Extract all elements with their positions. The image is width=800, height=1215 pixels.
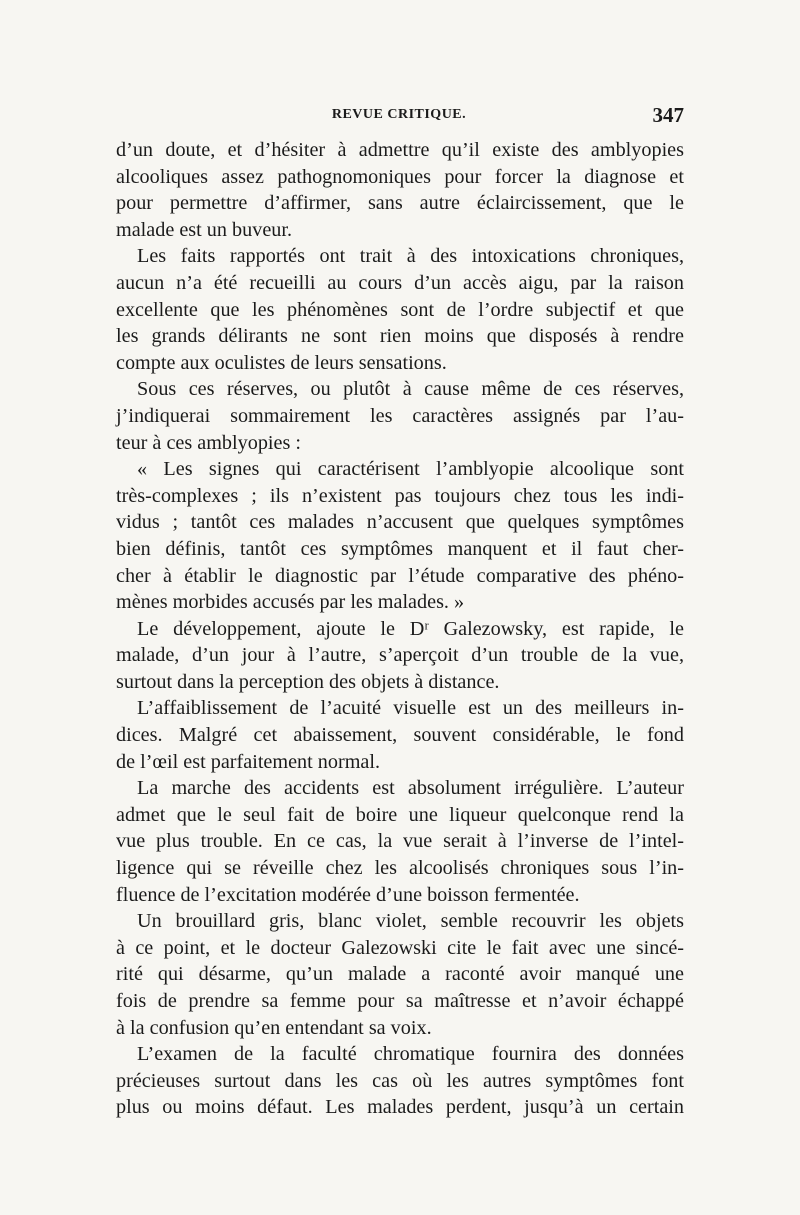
text-line: dices. Malgré cet abaissement, souvent considérable, le fond [116,724,684,747]
text-line: d’un doute, et d’hésiter à admettre qu’il existe des amblyopies [116,139,684,161]
text-line: alcooliques assez pathognomoniques pour forcer la diagnose et [116,165,684,188]
text-line: ligence qui se réveille chez les alcoolisés chroniques sous l’in- [116,857,684,880]
text-line: à ce point, et le docteur Galezowski cite le fait avec une sincé- [116,936,684,959]
text-line: compte aux oculistes de leurs sensations. [116,351,447,374]
text-line: aucun n’a été recueilli au cours d’un accès aigu, par la raison [116,271,684,294]
text-line: malade, d’un jour à l’autre, s’aperçoit d’un trouble de la vue, [116,644,684,667]
text-line: plus ou moins défaut. Les malades perdent, jusqu’à un certain [116,1096,684,1119]
text-line: La marche des accidents est absolument irrégulière. L’auteur [137,777,684,800]
page-number: 347 [652,103,684,127]
text-line: L’examen de la faculté chromatique fournira des données [137,1043,684,1066]
text-line: Le développement, ajoute le Dʳ Galezowsky, est rapide, le [137,617,684,640]
text-line: « Les signes qui caractérisent l’amblyopie alcoolique sont [137,458,684,481]
text-line: de l’œil est parfaitement normal. [116,750,381,773]
text-line: Sous ces réserves, ou plutôt à cause même de ces réserves, [137,378,684,401]
text-line: j’indiquerai sommairement les caractères assignés par l’au- [116,404,684,427]
text-line: précieuses surtout dans les cas où les autres symptômes font [116,1069,684,1092]
text-line: bien définis, tantôt ces symptômes manquent et il faut cher- [116,537,684,560]
text-line: fois de prendre sa femme pour sa maîtresse et n’avoir échappé [116,990,684,1012]
text-line: excellente que les phénomènes sont de l’ordre subjectif et que [116,298,684,321]
text-line: fluence de l’excitation modérée d’une boisson fermentée. [116,883,580,906]
text-line: Les faits rapportés ont trait à des intoxications chroniques, [137,245,684,268]
text-line: rité qui désarme, qu’un malade a raconté avoir manqué une [116,963,684,986]
text-line: à la confusion qu’en entendant sa voix. [116,1016,432,1039]
text-line: surtout dans la perception des objets à distance. [116,670,500,693]
text-line: pour permettre d’affirmer, sans autre éclaircissement, que le [116,192,684,215]
page-header [114,103,684,129]
text-line: Un brouillard gris, blanc violet, semble recouvrir les objets [137,910,684,933]
text-line: cher à établir le diagnostic par l’étude comparative des phéno- [116,564,684,587]
text-line: malade est un buveur. [116,218,293,241]
body-text [116,137,684,1121]
text-line: les grands délirants ne sont rien moins que disposés à rendre [116,325,684,348]
running-title: REVUE CRITIQUE. [331,107,467,122]
text-line: L’affaiblissement de l’acuité visuelle est un des meilleurs in- [137,697,684,720]
text-line: vidus ; tantôt ces malades n’accusent que quelques symptômes [116,511,684,534]
text-line: vue plus trouble. En ce cas, la vue serait à l’inverse de l’intel- [116,830,684,853]
text-line: admet que le seul fait de boire une liqueur quelconque rend la [116,803,684,826]
text-line: très-complexes ; ils n’existent pas toujours chez tous les indi- [116,484,684,507]
text-line: teur à ces amblyopies : [116,431,301,454]
text-line: mènes morbides accusés par les malades. » [116,591,465,614]
